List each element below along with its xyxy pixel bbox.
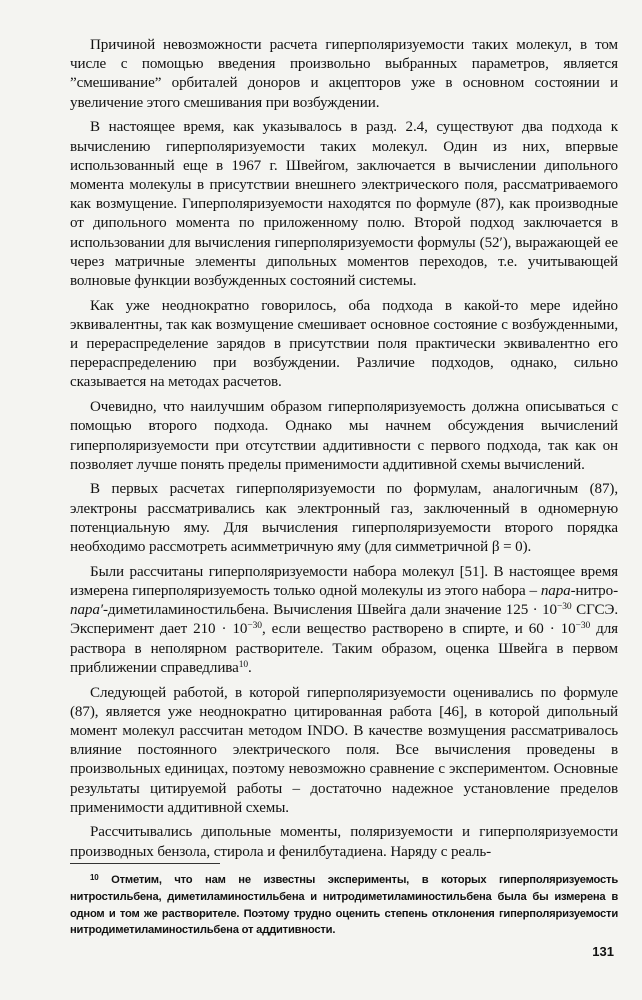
footnote-mark: 10 xyxy=(90,873,99,882)
paragraph-7: Следующей работой, в которой гиперполяризуемости оценивались по формуле (87), является уже неоднократно цитированная работа [46], в которой дипольный момент молекул рассчитан методом INDO. В качестве возмущения рассматривалось влияние постоянного электрического поля. Все вычисления проведены в произвольных единицах, поэтому невозможно сравнение с экспериментом. Основные результаты цитируемой работы – достаточно надежное установление пределов применимости аддитивной схемы. xyxy=(70,684,618,816)
paragraph-1: Причиной невозможности расчета гиперполяризуемости таких молекул, в том числе с помощью введения произвольно выбранных параметров, является ”смешивание” орбиталей доноров и акцепторов уже в основном состоянии и увеличение этого смешивания при возбуждении. xyxy=(70,37,618,111)
page-number: 131 xyxy=(592,944,614,959)
p6-part-a: Были рассчитаны гиперполяризуемости набора молекул [51]. В настоящее время измерена гиперполяризуемость только одной молекулы из этого набора – xyxy=(70,563,618,599)
p6-part-b: -нитро- xyxy=(570,582,618,599)
p6-italic-para: пара xyxy=(540,582,571,599)
p6-part-f: для раствора в неполярном растворителе. Таким образом, оценка Швейга в первом приближении справедлива xyxy=(70,621,618,676)
footnote-divider xyxy=(70,863,220,864)
paragraph-4: Очевидно, что наилучшим образом гиперполяризуемость должна описываться с помощью второго подхода. Однако мы начнем обсуждения вычислений гиперполяризуемости при отсутствии аддитивности с первого подхода, так как он позволяет лучше понять пределы применимости аддитивной схемы вычислений. xyxy=(70,399,618,473)
p6-part-e: , если вещество растворено в спирте, и 60 · 10 xyxy=(261,621,576,638)
exponent-2: −30 xyxy=(247,621,262,632)
paragraph-2: В настоящее время, как указывалось в разд. 2.4, существуют два подхода к вычислению гиперполяризуемости таких молекул. Один из них, впервые использованный еще в 1967 г. Швейгом, заключается в вычислении дипольного момента молекулы в присутствии внешнего электрического поля, рассматриваемого как возмущение. Гиперполяризуемости находятся по формуле (87), как производные от дипольного момента по приложенному полю. Второй подход заключается в использовании для вычисления гиперполяризуемости формулы (52′), выражающей ее через матричные элементы дипольных моментов переходов, т.е. учитывающей волновые функции возбужденных состояний системы. xyxy=(70,119,618,289)
exponent-1: −30 xyxy=(557,602,572,613)
body-text xyxy=(70,36,618,867)
paragraph-8: Рассчитывались дипольные моменты, поляризуемости и гиперполяризуемости производных бензола, стирола и фенилбутадиена. Наряду с реаль- xyxy=(70,824,618,860)
exponent-3: −30 xyxy=(575,621,591,632)
paragraph-5: В первых расчетах гиперполяризуемости по формулам, аналогичным (87), электроны рассматривались как электронный газ, заключенный в одномерную потенциальную яму. Для вычисления гиперполяризуемости второго порядка необходимо рассмотреть асимметричную яму (для симметричной β = 0). xyxy=(70,481,618,556)
p6-part-c: -диметиламиностильбена. Вычисления Швейга дали значение 125 · 10 xyxy=(103,602,558,619)
p6-part-d: СГСЭ. Эксперимент дает 210 · 10 xyxy=(70,602,618,638)
p6-italic-para-prime: пара′ xyxy=(70,602,103,619)
paragraph-6 xyxy=(70,563,618,678)
paragraph-3: Как уже неоднократно говорилось, оба подхода в какой-то мере идейно эквивалентны, так как возмущение смешивает основное состояние с возбужденными, и перераспределение зарядов в присутствии поля практически эквивалентно его перераспределению при возбуждении. Различие подходов, однако, сильно сказывается на методах расчетов. xyxy=(70,297,618,391)
footnote xyxy=(70,872,618,939)
footnote-text: Отметим, что нам не известны эксперименты, в которых гиперполяризуемость нитростильбена, диметиламиностильбена и нитродиметиламиностильбена была бы измерена в одном и том же растворителе. Поэтому трудно оценить степень отклонения гиперполяризуемости нитродиметиламиностильбена от аддитивности. xyxy=(70,874,618,937)
footnote-reference[interactable]: 10 xyxy=(238,659,249,670)
p6-part-g: . xyxy=(248,659,252,676)
